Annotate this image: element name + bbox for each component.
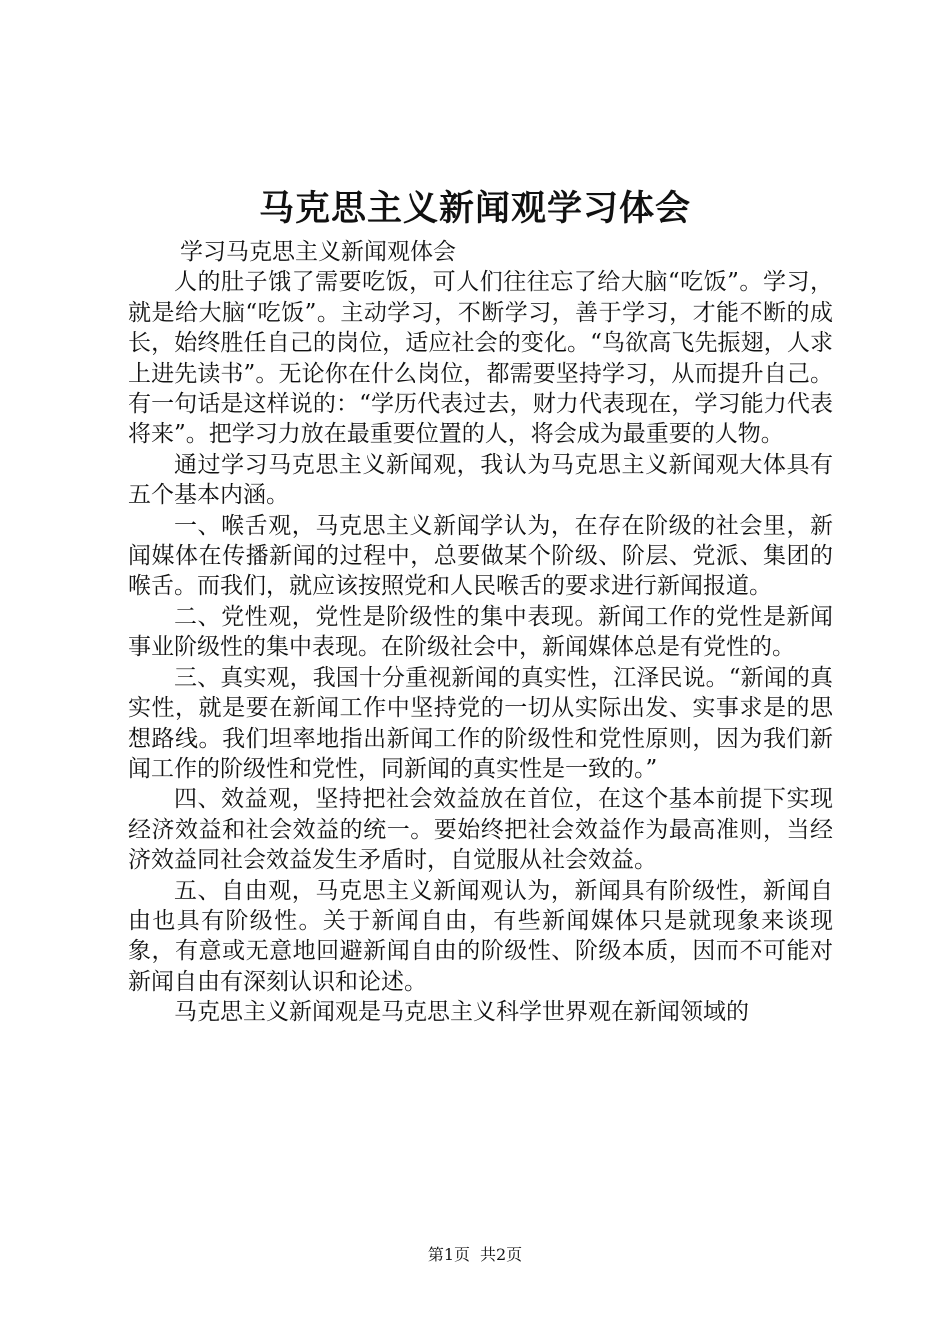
paragraph-point-4: 四、效益观，坚持把社会效益放在首位，在这个基本前提下实现经济效益和社会效益的统一。要始终把社会效益作为最高准则，当经济效益同社会效益发生矛盾时，自觉服从社会效益。 <box>128 786 833 874</box>
page-footer <box>0 1245 950 1265</box>
paragraph-point-1: 一、喉舌观，马克思主义新闻学认为，在存在阶级的社会里，新闻媒体在传播新闻的过程中，总要做某个阶级、阶层、党派、集团的喉舌。而我们，就应该按照党和人民喉舌的要求进行新闻报道。 <box>128 512 833 600</box>
paragraph-point-2: 二、党性观，党性是阶级性的集中表现。新闻工作的党性是新闻事业阶级性的集中表现。在阶级社会中，新闻媒体总是有党性的。 <box>128 603 833 661</box>
paragraph-intro: 人的肚子饿了需要吃饭，可人们往往忘了给大脑“吃饭”。学习，就是给大脑“吃饭”。主动学习，不断学习，善于学习，才能不断的成长，始终胜任自己的岗位，适应社会的变化。“鸟欲高飞先振翅，人求上进先读书”。无论你在什么岗位，都需要坚持学习，从而提升自己。有一句话是这样说的：“学历代表过去，财力代表现在，学习能力代表将来”。把学习力放在最重要位置的人，将会成为最重要的人物。 <box>128 269 833 448</box>
paragraph-point-5: 五、自由观，马克思主义新闻观认为，新闻具有阶级性，新闻自由也具有阶级性。关于新闻自由，有些新闻媒体只是就现象来谈现象，有意或无意地回避新闻自由的阶级性、阶级本质，因而不可能对新闻自由有深刻认识和论述。 <box>128 877 833 995</box>
page-number: 第1页 <box>427 1245 470 1264</box>
paragraph-overview: 通过学习马克思主义新闻观，我认为马克思主义新闻观大体具有五个基本内涵。 <box>128 451 833 509</box>
paragraph-conclusion: 马克思主义新闻观是马克思主义科学世界观在新闻领域的 <box>174 999 749 1026</box>
document-subtitle: 学习马克思主义新闻观体会 <box>180 239 456 265</box>
page-total: 共2页 <box>480 1245 523 1264</box>
paragraph-point-3: 三、真实观，我国十分重视新闻的真实性，江泽民说。“新闻的真实性，就是要在新闻工作中坚持党的一切从实际出发、实事求是的思想路线。我们坦率地指出新闻工作的阶级性和党性原则，因为我们新闻工作的阶级性和党性，同新闻的真实性是一致的。” <box>128 664 833 782</box>
document-body <box>128 237 833 1028</box>
document-title: 马克思主义新闻观学习体会 <box>258 188 691 229</box>
